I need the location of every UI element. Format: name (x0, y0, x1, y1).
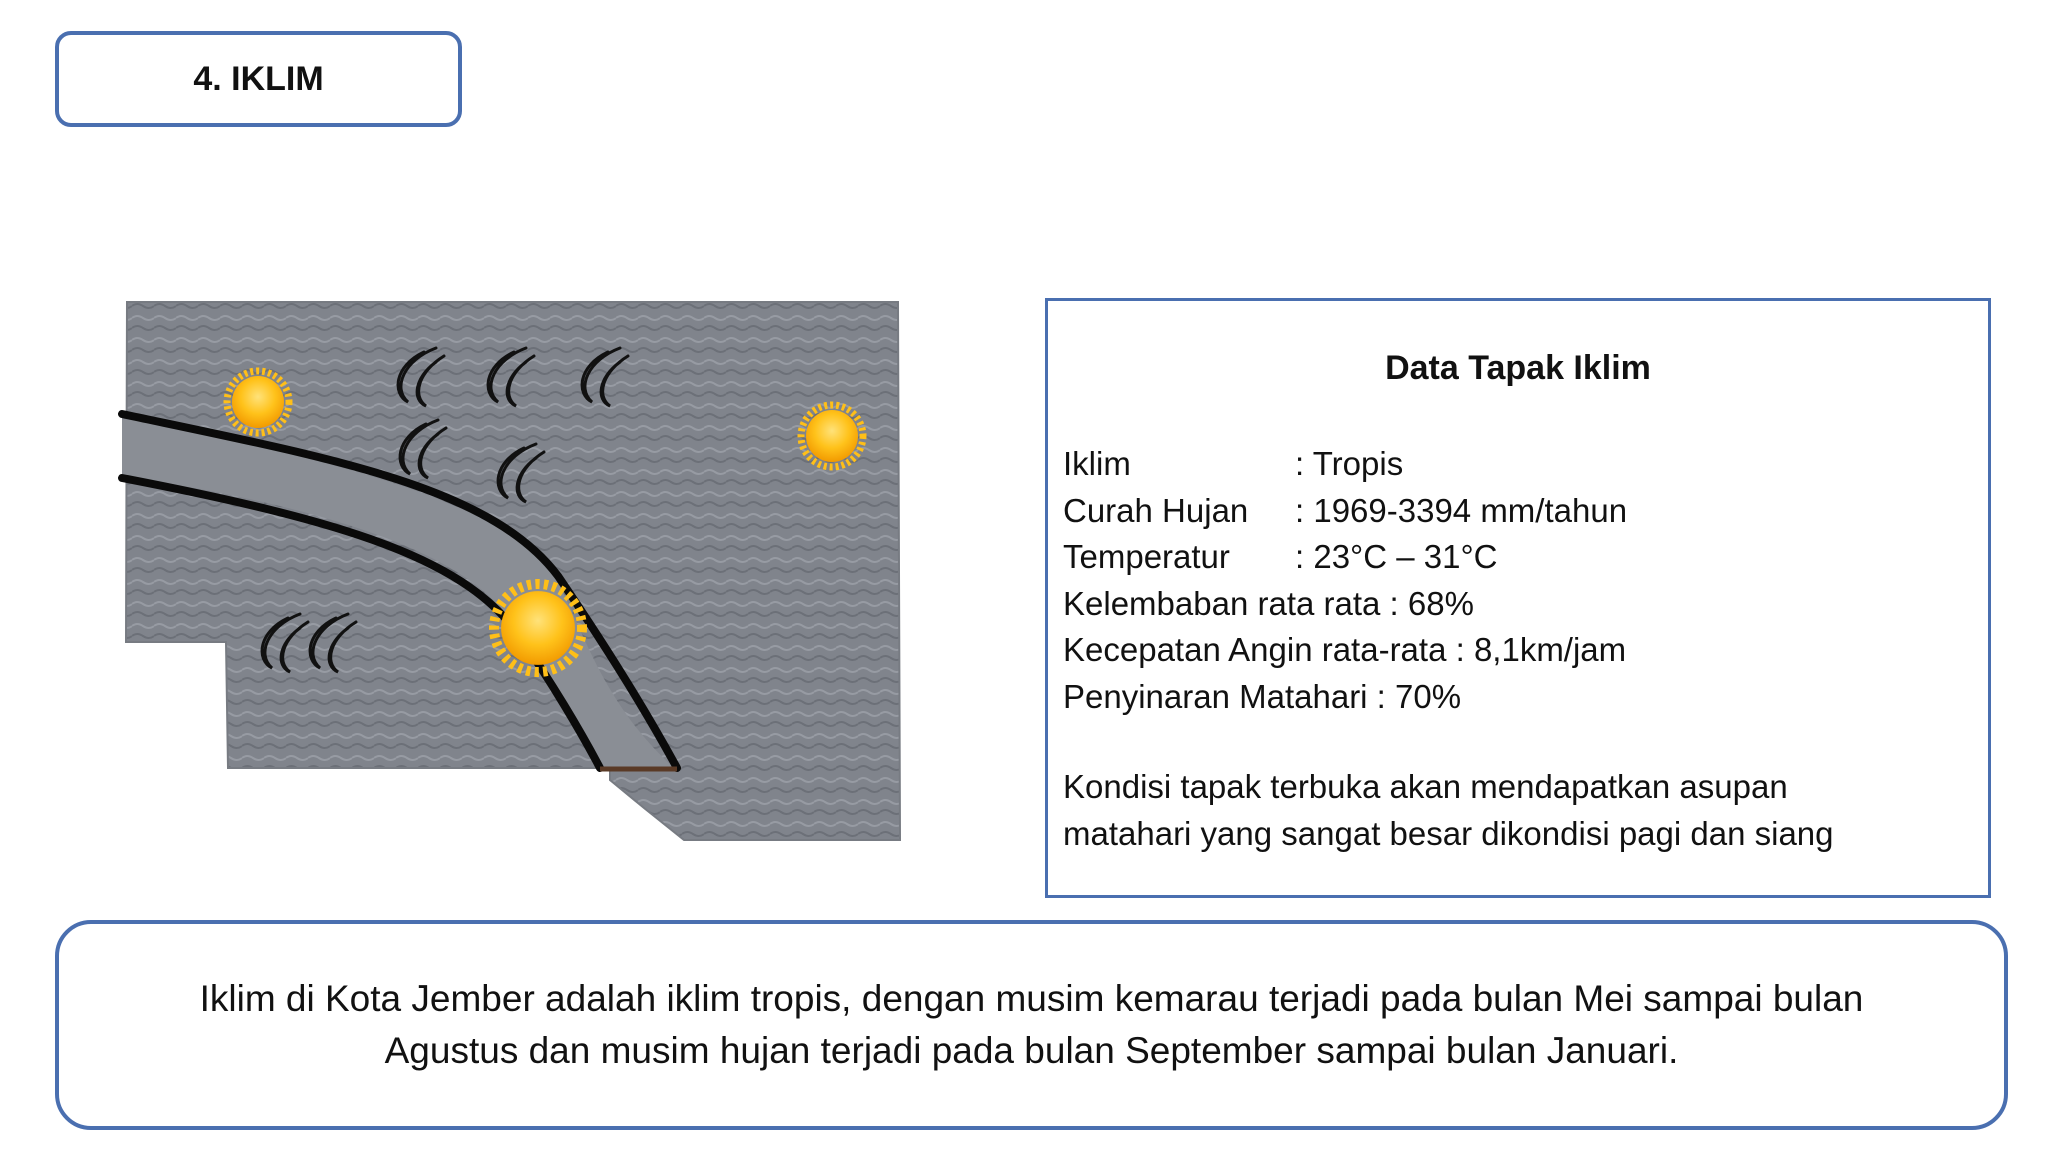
section-title-box (55, 31, 462, 127)
climate-row-kecepatan-angin (1063, 627, 1963, 674)
climate-data-panel (1045, 298, 1991, 898)
row-label: Kecepatan Angin rata-rata (1063, 631, 1447, 668)
summary-box (55, 920, 2008, 1130)
climate-row-iklim (1063, 441, 1963, 488)
climate-row-kelembaban (1063, 581, 1963, 628)
climate-row-penyinaran (1063, 674, 1963, 721)
row-label: Penyinaran Matahari (1063, 677, 1368, 715)
note-line: Kondisi tapak terbuka akan mendapatkan asupan (1063, 768, 1788, 805)
sun-icon (494, 584, 582, 672)
section-title: 4. IKLIM (193, 59, 324, 98)
climate-row-temperatur (1063, 534, 1963, 581)
summary-line: Agustus dan musim hujan terjadi pada bulan September sampai bulan Januari. (384, 1030, 1679, 1071)
row-label: Kelembaban rata rata (1063, 584, 1381, 622)
row-value: : 70% (1367, 677, 1462, 715)
climate-data-list (1063, 441, 1963, 720)
note-line: matahari yang sangat besar dikondisi pagi dan siang (1063, 814, 1834, 852)
summary-line: Iklim di Kota Jember adalah iklim tropis, dengan musim kemarau terjadi pada bulan Mei sampai bulan (199, 978, 1864, 1019)
summary-text (122, 973, 1942, 1077)
climate-data-title: Data Tapak Iklim (1385, 349, 1651, 387)
site-climate-diagram (110, 290, 910, 860)
climate-data-note (1063, 764, 1973, 857)
row-value: : 68% (1380, 584, 1474, 622)
row-value: : 8,1km/jam (1446, 631, 1627, 668)
sun-icon (801, 405, 863, 467)
row-label: Curah Hujan (1063, 491, 1249, 529)
sun-icon (227, 371, 289, 433)
row-label: Temperatur (1063, 538, 1230, 575)
row-label: Iklim (1063, 445, 1131, 482)
row-value: : Tropis (1295, 445, 1404, 482)
row-value: : 23°C – 31°C (1295, 538, 1498, 575)
climate-row-curah-hujan (1063, 488, 1963, 535)
row-value: : 1969-3394 mm/tahun (1295, 491, 1628, 529)
